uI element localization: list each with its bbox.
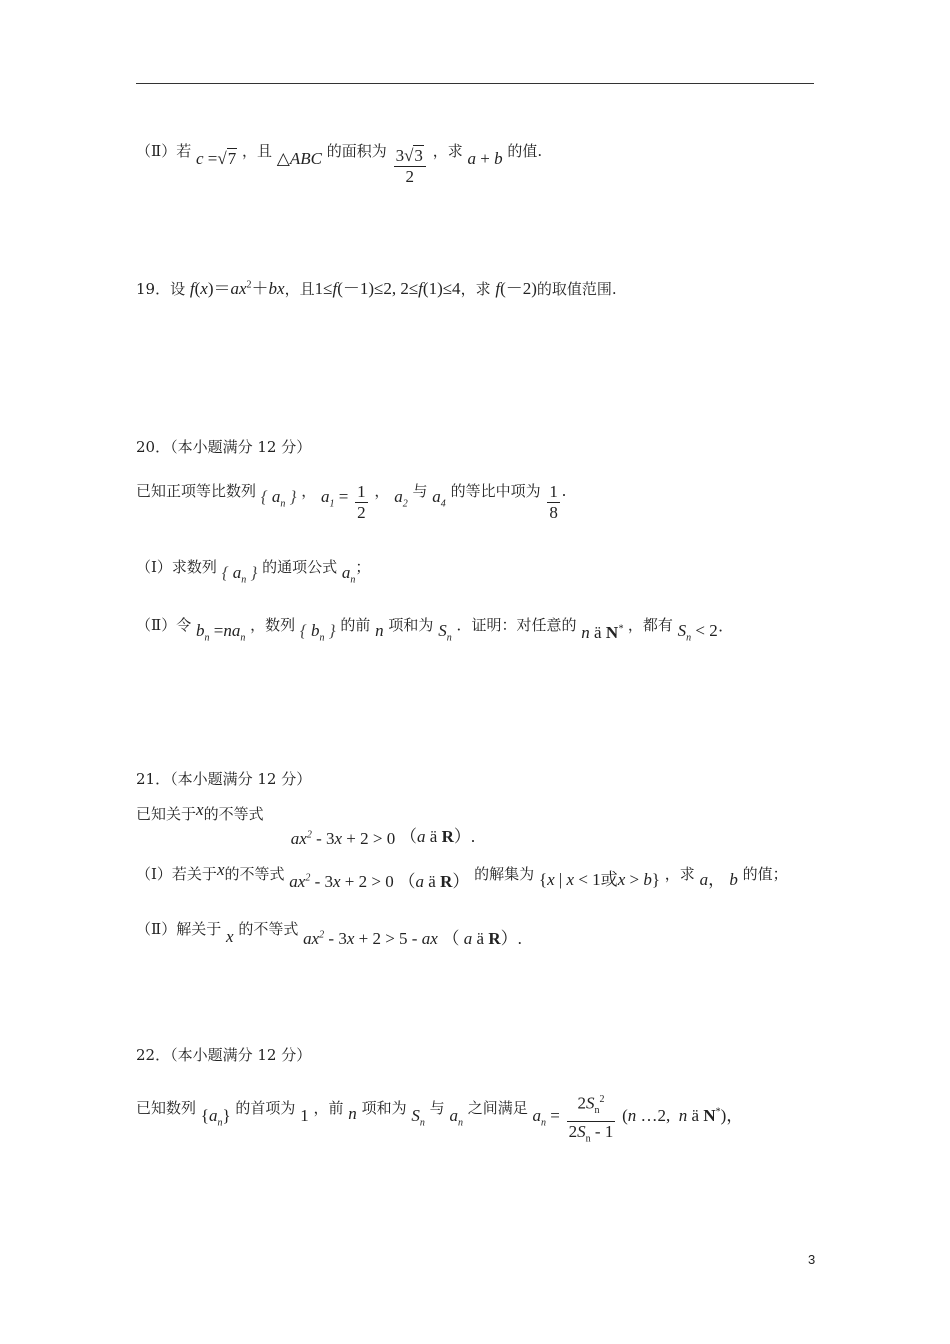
q21-stem: 已知关于x的不等式 $ax^2 - 3x + 2 > 0$ （a ä R）. [136,800,476,848]
math-frac-1-over-8: $\frac{1}{8}$ [549,482,558,522]
math-a-in-r: （a ä R）. [400,827,476,846]
math-f-neg2: f(－2) [495,279,537,298]
math-seq-an-2: { $a_n$ } [221,563,258,586]
math-x-3: x [225,927,234,946]
math-bn-eq-nan: $b_n =na_n$ [195,621,246,644]
math-a-in-r-3: （ a ä R）. [442,929,522,948]
math-seq-an: { $a_n$ } [260,487,297,510]
q20-stem: 已知正项等比数列 { $a_n$ } ， $a_1$ = $\frac{1}{2}$ ， $a_2$ 与 $a_4$ 的等比中项为 $\frac{1}{8}$ . [136,481,567,522]
math-conditions: 1≤f(－1)≤2, 2≤f(1)≤4 [314,279,461,298]
math-n-in-nstar: n ä N* [581,623,624,642]
q20-header: 20．（本小题满分 12 分） [136,438,312,456]
math-triangle-abc: △ABC [276,149,322,168]
q19: 19．设 $f(x)=ax^2+bx$，且1≤f(－1)≤2, 2≤f(1)≤4，求 f(－2)的取值范围. [136,279,617,298]
header-rule [136,83,814,84]
math-a-in-r-2: （a ä R） [398,872,470,891]
math-a4: $a_4$ [432,487,446,510]
math-c-eq-sqrt7: c =√7 [195,149,237,168]
page-number: 3 [808,1252,816,1267]
math-x-2: x [216,860,225,879]
math-a-b: a， b [699,870,738,889]
math-an-eq: $a_n$ = [532,1106,560,1129]
math-seq-bn: { $b_n$ } [299,621,336,644]
math-a1-eq-half: $a_1$ = [321,487,349,510]
math-sn: $S_n$ [438,621,452,644]
math-an: $a_n$ [341,563,356,586]
math-solution-set: {x | x < 1或x > b} [538,870,660,889]
q18-part2: （Ⅱ）若 c =√7 ，且 △ABC 的面积为 $\frac{3√3}{2}$ ，求 a + b 的值. [136,142,543,186]
q21-part1: （Ⅰ）若关于x的不等式 $ax^2 - 3x + 2 > 0$ （a ä R） 的解集为 {x | x < 1或x > b} ，求 a， b 的值； [136,860,788,891]
math-n: n [375,621,384,640]
math-sn-2: $S_n$ [411,1106,425,1129]
math-ineq-2: $ax^2 - 3x + 2 > 0$ [289,872,394,891]
math-seq-an-3: $\{a_n\}$ [200,1106,231,1129]
math-a2: $a_2$ [394,487,408,510]
math-frac-3sqrt3-over-2: $\frac{3√3}{2}$ [394,146,426,187]
q22-stem: 已知数列 $\{a_n\}$ 的首项为 1 ，前 n 项和为 $S_n$ 与 $a_n$ 之间满足 $a_n$ = $\frac{2S_n^2}{2S_n - 1}$ (n …2, n ä N*)， [136,1090,743,1149]
math-a-plus-b: a + b [467,149,503,168]
math-fx-def: $f(x)=ax^2+bx$ [189,279,285,298]
math-ineq-1: $ax^2 - 3x + 2 > 0$ [290,829,396,848]
math-frac-1-over-2: $\frac{1}{2}$ [357,482,366,522]
math-ineq-3: $ax^2 - 3x + 2 > 5$ - ax [303,929,438,948]
math-n-2: n [348,1104,357,1124]
q20-part1: （Ⅰ）求数列 { $a_n$ } 的通项公式 $a_n$； [136,558,371,586]
q22-header: 22．（本小题满分 12 分） [136,1046,312,1064]
q21-header: 21．（本小题满分 12 分） [136,770,312,788]
math-x: x [196,800,204,819]
math-an-2: $a_n$ [449,1106,463,1129]
q21-part2: （Ⅱ）解关于 x 的不等式 $ax^2 - 3x + 2 > 5$ - ax （ a ä R）. [136,920,522,948]
math-cond-n-ge-2: (n …2, n ä N*)， [622,1106,744,1126]
math-frac-2sn2: $\frac{2S_n^2}{2S_n - 1}$ [567,1090,616,1149]
q20-part2: （Ⅱ）令 $b_n =na_n$ ，数列 { $b_n$ } 的前 n 项和为 $S_n$ ．证明：对任意的 n ä N* ，都有 $S_n < 2\cdot$ [136,616,724,644]
math-1: 1 [300,1106,309,1126]
math-sn-lt-2: $S_n < 2\cdot$ [677,621,724,644]
